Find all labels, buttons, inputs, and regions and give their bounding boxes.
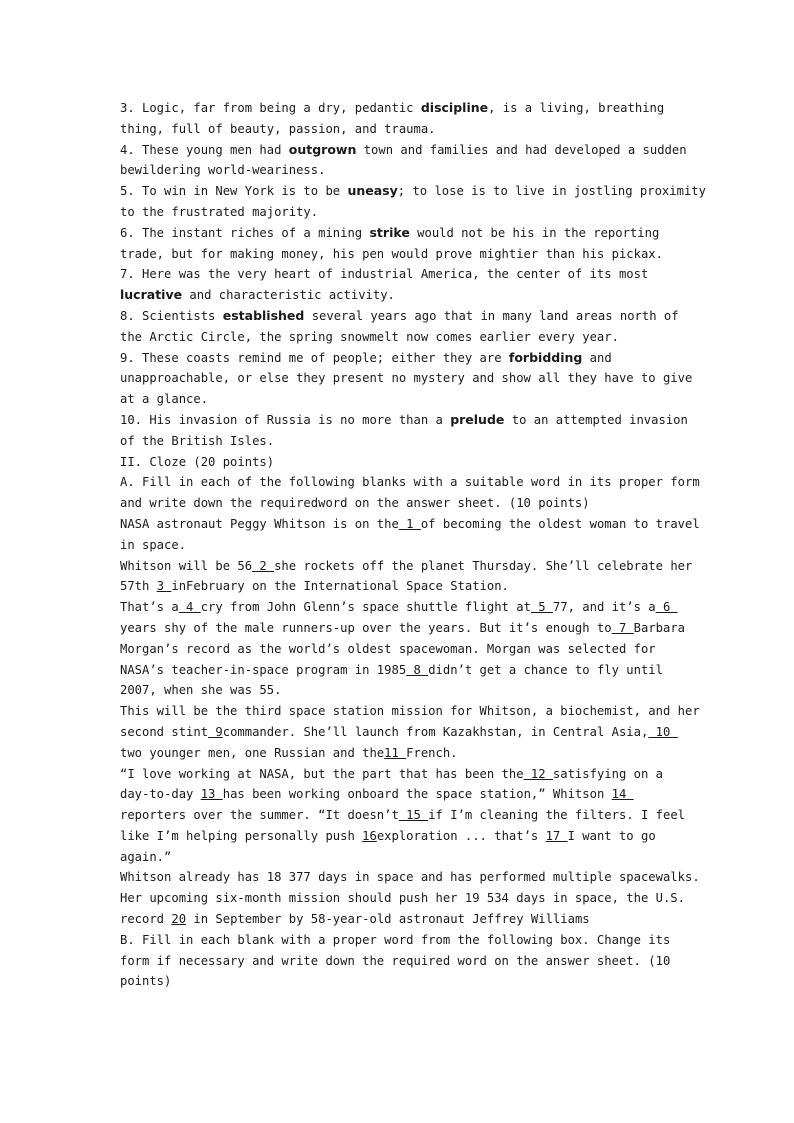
passage-text: two younger men, one Russian and the [120, 745, 385, 760]
passage-text: she rockets off the planet Thursday. She’ll celebrate her [274, 558, 693, 573]
item-7-text-end: and characteristic activity. [182, 288, 395, 303]
item-6-keyword: strike [369, 224, 410, 240]
part-b-instructions-line-2: form if necessary and write down the required word on the answer sheet. (10 [120, 953, 671, 968]
item-5-text: 5. To win in New York is to be [120, 184, 348, 199]
passage-line: Morgan’s record as the world’s oldest spacewoman. Morgan was selected for [120, 641, 656, 656]
item-8 [120, 306, 680, 327]
part-a-instructions-line-2: and write down the requiredword on the answer sheet. (10 points) [120, 496, 590, 511]
passage-line [120, 660, 680, 681]
item-10-text-end: to an attempted invasion [504, 412, 688, 427]
passage-text: record [120, 912, 172, 927]
item-9 [120, 348, 680, 369]
item-4-text-end: town and families and had developed a sudden [356, 142, 687, 157]
passage-line [120, 784, 680, 805]
item-3 [120, 98, 680, 119]
passage-line [120, 618, 686, 639]
item-9-line-2: unapproachable, or else they present no mystery and show all they have to give [120, 371, 693, 386]
passage-text: commander. She’ll launch from Kazakhstan, in Central Asia, [222, 724, 649, 739]
item-10 [120, 410, 688, 431]
passage-text: “I love working at NASA, but the part that has been the [120, 766, 524, 781]
blank-17: 17 [545, 828, 568, 843]
item-9-text: 9. These coasts remind me of people; either they are [120, 350, 509, 365]
item-10-keyword: prelude [450, 411, 505, 427]
passage-text: like I’m helping personally push [120, 828, 363, 843]
item-7: 7. Here was the very heart of industrial America, the center of its most [120, 267, 649, 282]
passage-line [120, 805, 685, 826]
item-5-line-2: to the frustrated majority. [120, 204, 319, 219]
part-b-instructions: B. Fill in each blank with a proper word from the following box. Change its [120, 932, 671, 947]
blank-9: 9 [208, 724, 223, 739]
passage-text: in September by 58-year-old astronaut Jeffrey Williams [186, 912, 590, 927]
passage-line: Her upcoming six-month mission should push her 19 534 days in space, the U.S. [120, 891, 685, 906]
item-4-line-2: bewildering world-weariness. [120, 163, 326, 178]
item-9-keyword: forbidding [508, 349, 583, 365]
item-3-keyword: discipline [420, 100, 489, 115]
blank-11: 11 [384, 745, 407, 760]
item-7-keyword: lucrative [120, 287, 183, 303]
item-8-line-2: the Arctic Circle, the spring snowmelt now comes earlier every year. [120, 329, 619, 344]
passage-line [120, 597, 680, 618]
passage-text: day-to-day [120, 787, 201, 802]
blank-7: 7 [611, 620, 634, 635]
item-6-line-2: trade, but for making money, his pen would prove mightier than his pickax. [120, 246, 663, 261]
blank-2: 2 [252, 558, 275, 573]
document-page [120, 98, 706, 992]
item-5 [120, 181, 706, 202]
item-3-line-2: thing, full of beauty, passion, and trauma. [120, 121, 436, 136]
passage-text: That’s a [120, 600, 179, 615]
passage-text: satisfying on a [552, 766, 663, 781]
item-5-text-end: ; to lose is to live in jostling proximity [397, 184, 706, 199]
blank-1: 1 [398, 516, 421, 531]
blank-14: 14 [611, 787, 634, 802]
passage-text: NASA astronaut Peggy Whitson is on the [120, 516, 399, 531]
passage-text: 57th [120, 579, 157, 594]
item-10-text: 10. His invasion of Russia is no more than a [120, 412, 451, 427]
passage-text: has been working onboard the space station,” Whitson [222, 787, 612, 802]
passage-text: cry from John Glenn’s space shuttle flight at [200, 600, 531, 615]
passage-line: Whitson already has 18 377 days in space and has performed multiple spacewalks. [120, 870, 700, 885]
passage-line [120, 743, 680, 764]
item-6-text: 6. The instant riches of a mining [120, 225, 370, 240]
passage-line: 2007, when she was 55. [120, 683, 282, 698]
passage-text: second stint [120, 724, 209, 739]
section-heading: II. Cloze (20 points) [120, 454, 275, 469]
blank-4: 4 [178, 600, 201, 615]
item-4-keyword: outgrown [288, 141, 357, 157]
passage-line [120, 514, 700, 535]
blank-13: 13 [200, 787, 223, 802]
item-3-text-end: , is a living, breathing [488, 101, 665, 115]
blank-15: 15 [398, 808, 429, 823]
passage-text: French. [406, 745, 458, 760]
blank-20: 20 [171, 912, 187, 927]
passage-line: in space. [120, 537, 187, 552]
passage-text: reporters over the summer. “It doesn’t [120, 808, 399, 823]
item-8-keyword: established [222, 307, 305, 323]
item-3-text: 3. Logic, far from being a dry, pedantic [120, 101, 421, 115]
passage-text: Whitson will be 56 [120, 558, 253, 573]
item-8-text: 8. Scientists [120, 308, 223, 323]
item-5-keyword: uneasy [347, 183, 398, 199]
passage-text: I want to go [567, 828, 656, 843]
passage-text: years shy of the male runners-up over the years. But it’s enough to [120, 620, 612, 635]
blank-3: 3 [156, 579, 172, 594]
blank-12: 12 [523, 766, 553, 781]
blank-8: 8 [406, 662, 429, 677]
passage-line: This will be the third space station mission for Whitson, a biochemist, and her [120, 704, 700, 719]
item-9-text-end: and [582, 350, 612, 365]
item-7-line-2 [120, 285, 680, 306]
part-a-instructions: A. Fill in each of the following blanks with a suitable word in its proper form [120, 475, 700, 490]
passage-text: didn’t get a chance to fly until [428, 662, 663, 677]
passage-text: inFebruary on the International Space Station. [171, 579, 509, 594]
part-b-instructions-line-3: points) [120, 974, 172, 989]
item-8-text-end: several years ago that in many land areas north of [304, 308, 679, 323]
blank-16: 16 [362, 828, 377, 843]
blank-5: 5 [530, 600, 553, 615]
passage-line [120, 764, 680, 785]
passage-line [120, 826, 680, 847]
passage-line: again.” [120, 849, 172, 864]
passage-line [120, 909, 680, 930]
passage-text: NASA’s teacher-in-space program in 1985 [120, 662, 407, 677]
passage-text: 77, and it’s a [552, 600, 656, 615]
blank-10: 10 [648, 724, 678, 739]
item-9-line-3: at a glance. [120, 392, 209, 407]
item-6 [120, 223, 680, 244]
passage-text: if I’m cleaning the filters. I feel [428, 808, 685, 823]
item-6-text-end: would not be his in the reporting [409, 225, 660, 240]
blank-6: 6 [655, 600, 678, 615]
item-10-line-2: of the British Isles. [120, 433, 275, 448]
item-4 [120, 140, 687, 161]
passage-line [120, 722, 680, 743]
passage-line [120, 576, 680, 597]
passage-line [120, 556, 693, 577]
passage-text: exploration ... that’s [376, 828, 546, 843]
passage-text: of becoming the oldest woman to travel [420, 516, 700, 531]
passage-text: Barbara [633, 620, 686, 635]
item-4-text: 4. These young men had [120, 142, 289, 157]
